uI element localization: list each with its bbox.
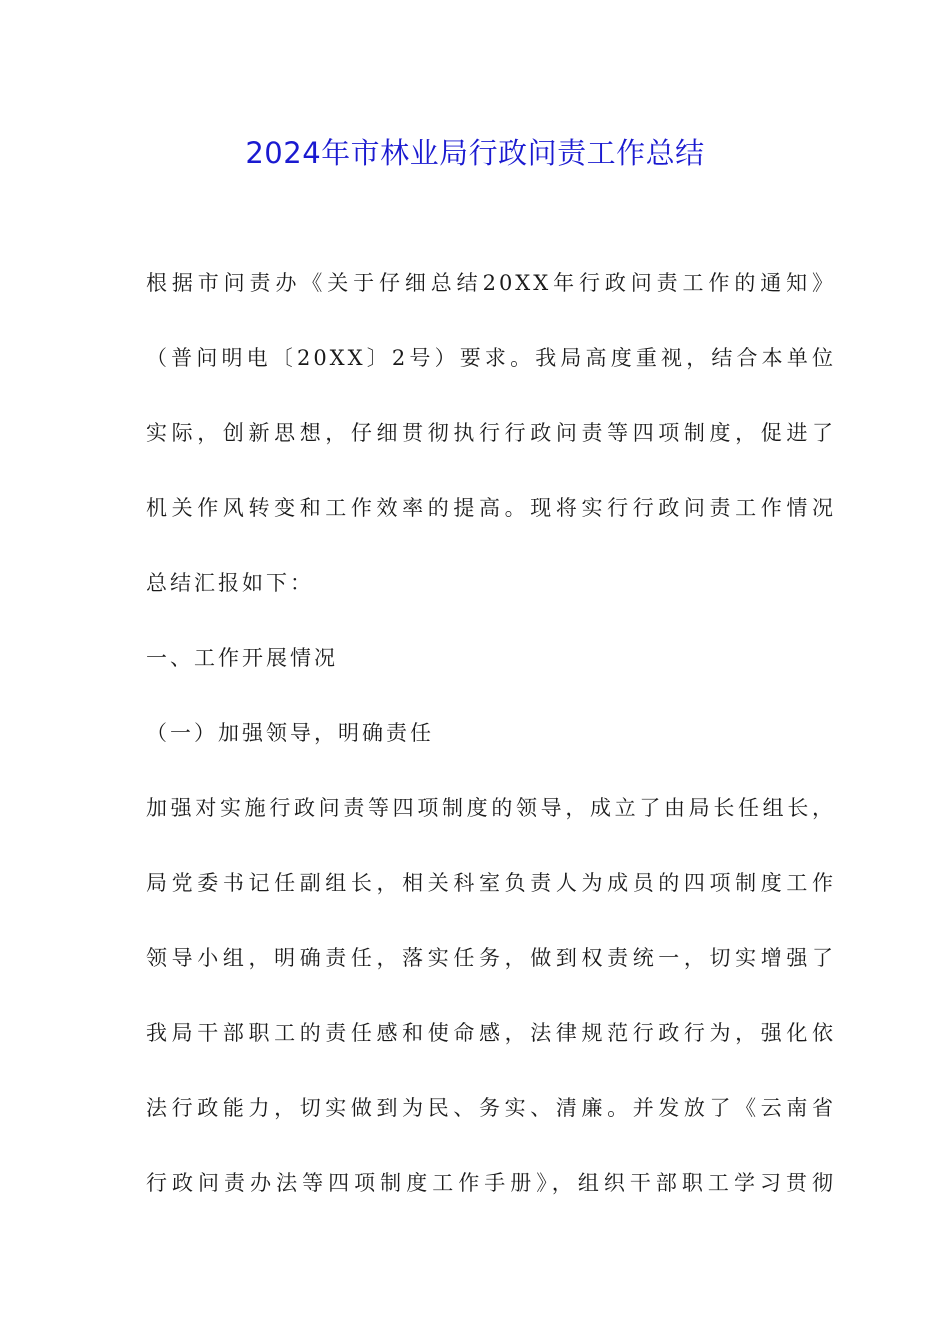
body-line: （普问明电〔20XX〕2号）要求。我局高度重视，结合本单位	[146, 346, 836, 370]
body-line: 机关作风转变和工作效率的提高。现将实行行政问责工作情况	[146, 496, 836, 520]
document-title: 2024年市林业局行政问责工作总结	[245, 136, 705, 170]
body-line: 领导小组，明确责任，落实任务，做到权责统一，切实增强了	[146, 946, 836, 970]
section-heading: 一、工作开展情况	[146, 646, 338, 670]
body-line: 我局干部职工的责任感和使命感，法律规范行政行为，强化依	[146, 1021, 836, 1045]
body-line: 实际，创新思想，仔细贯彻执行行政问责等四项制度，促进了	[146, 421, 836, 445]
body-line: 行政问责办法等四项制度工作手册》，组织干部职工学习贯彻	[146, 1171, 836, 1195]
body-line: 局党委书记任副组长，相关科室负责人为成员的四项制度工作	[146, 871, 836, 895]
body-line: 总结汇报如下：	[146, 571, 314, 595]
document-body	[146, 262, 836, 1237]
body-line: 加强对实施行政问责等四项制度的领导，成立了由局长任组长，	[146, 796, 836, 820]
subsection-heading: （一）加强领导，明确责任	[146, 721, 434, 745]
body-line: 法行政能力，切实做到为民、务实、清廉。并发放了《云南省	[146, 1096, 836, 1120]
body-line: 根据市问责办《关于仔细总结20XX年行政问责工作的通知》	[146, 271, 836, 295]
